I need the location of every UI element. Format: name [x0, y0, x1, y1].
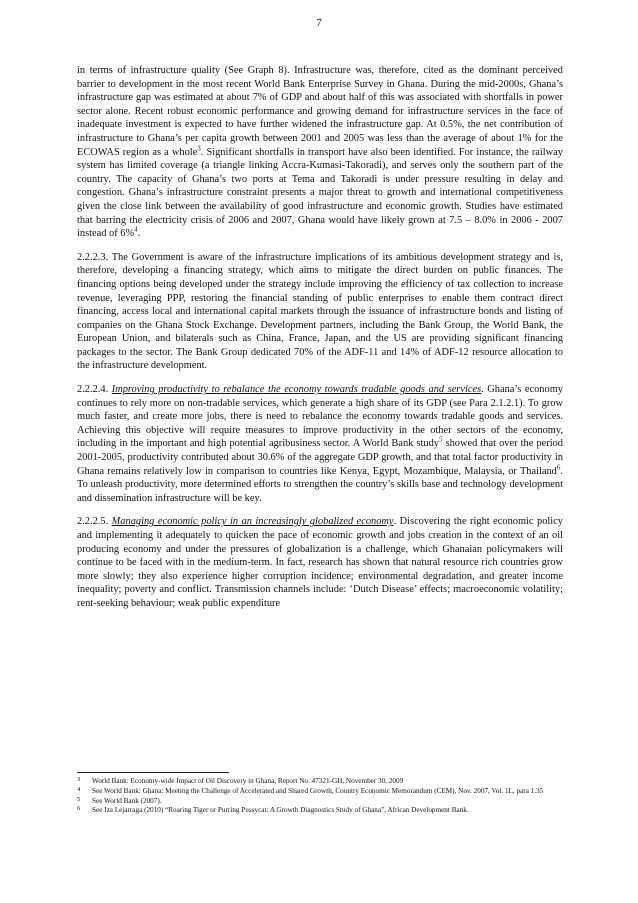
footnote-ref-5[interactable]: 5: [438, 435, 443, 444]
footnote-number: 6: [77, 805, 81, 813]
footnote-text: See Iza Lejarraga (2010) “Roaring Tiger or Purring Pussycat: A Growth Diagnostics Study of Ghana”, African Development Bank.: [92, 806, 469, 815]
footnote-ref-3[interactable]: 3: [197, 144, 201, 153]
footnote-number: 3: [77, 776, 81, 783]
footnotes: [77, 777, 563, 816]
footnote-text: See World Bank: Ghana: Meeting the Challenge of Accelerated and Shared Growth, Country Economic Memorandum (CEM), Nov. 2007, Vol. 1L, para 1.35: [92, 786, 544, 795]
paragraph-2-2-2-5: 2.2.2.5. Managing economic policy in an increasingly globalized economy. Discovering the right economic policy and implementing it adequately to quicken the pace of economic growth and jobs creation in the context of an oil producing economy and under the pressures of globalization is a challenge, which Ghanaian policymakers will continue to be faced with in the medium-term. In fact, research has shown that natural resource rich countries grow more slowly; they also experience higher corruption incidence; environmental degradation, and greater income inequality; poverty and conflict. Transmission channels include: ‘Dutch Disease’ effects; macroeconomic volatility; rent-seeking behaviour; weak public expenditure: [77, 516, 563, 609]
footnote-number: 4: [77, 785, 81, 793]
footnote-divider: [77, 772, 229, 773]
footnote-5: [77, 797, 563, 807]
footnote-3: [77, 777, 563, 787]
footnote-ref-6[interactable]: 6: [556, 463, 561, 472]
paragraph-2-2-2-3: 2.2.2.3. The Government is aware of the infrastructure implications of its ambitious development strategy and is, therefore, developing a financing strategy, which aims to mitigate the direct burden on public finances. The financing options being developed under the strategy include improving the efficiency of tax collection to increase revenue, leveraging PPP, restoring the financial standing of public enterprises to enable them contract direct financing, access local and international capital markets through the issuance of infrastructure bonds and listing of companies on the Ghana Stock Exchange. Development partners, including the Bank Group, the World Bank, the European Union, and bilaterals such as China, France, Japan, and the US are providing significant financing packages to the sector. The Bank Group dedicated 70% of the ADF-11 and 14% of ADF-12 resource allocation to the infrastructure development.: [77, 251, 563, 372]
footnote-ref-4[interactable]: 4: [134, 225, 138, 234]
section-heading-productivity: Improving productivity to rebalance the economy towards tradable goods and services: [111, 384, 482, 396]
section-number: 2.2.2.5.: [77, 516, 112, 528]
page-number: 7: [316, 17, 322, 29]
footnote-number: 5: [77, 795, 81, 803]
footnote-text: World Bank: Economy-wide Impact of Oil Discovery in Ghana, Report No. 47321-GH, November 30, 2009: [92, 777, 404, 785]
section-number: 2.2.2.4.: [77, 384, 112, 396]
section-heading-economic-policy: Managing economic policy in an increasingly globalized economy: [111, 516, 394, 528]
paragraph-2-2-2-4: 2.2.2.4. Improving productivity to rebalance the economy towards tradable goods and services. Ghana’s economy continues to rely more on non-tradable services, which generate a high share of its GDP (see Para 2.1.2.1). To grow much faster, and create more jobs, there is need to rebalance the economy towards tradable goods and services. Achieving this objective will require measures to improve productivity in the other sectors of the economy, including in the important and high potential agribusiness sector. A World Bank study$^5$ showed that over the period 2001-2005, productivity contributed about 30.6% of the aggregate GDP growth, and that total factor productivity in Ghana remains relatively low in comparison to countries like Kenya, Egypt, Mozambique, Malaysia, or Thailand$^6$. To unleash productivity, more determined efforts to strengthen the country’s skills base and technology development and dissemination infrastructure will be key.: [77, 384, 563, 504]
footnote-text: See World Bank (2007).: [92, 796, 162, 805]
footnote-6: [77, 806, 563, 816]
paragraph-infrastructure-gap: in terms of infrastructure quality (See Graph 8). Infrastructure was, therefore, cited as the dominant perceived barrier to development in the most recent World Bank Enterprise Survey in Ghana. During the mid-2000s, Ghana’s infrastructure gap was estimated at about 7% of GDP and about half of this was associated with shortfalls in power sector alone. Recent robust economic performance and growing demand for infrastructure services in the face of inadequate investment is expected to have further widened the infrastructure gap. At 0.5%, the net contribution of infrastructure to Ghana’s per capita growth between 2001 and 2005 was less than the average of about 1% for the ECOWAS region as a whole$^3$. Significant shortfalls in transport have also been identified. For instance, the railway system has limited coverage (a triangle linking Accra-Kumasi-Takoradi), and serves only the southern part of the country. The capacity of Ghana’s two ports at Tema and Takoradi is under pressure resulting in delay and congestion. Ghana’s infrastructure constraint presents a major threat to growth and international competitiveness given the close link between the availability of good infrastructure and economic growth. Studies have estimated that barring the electricity crisis of 2006 and 2007, Ghana would have likely grown at 7.5 – 8.0% in 2006 - 2007 instead of 6%$^4$.: [77, 65, 563, 240]
footnote-4: [77, 787, 563, 797]
body-text: [77, 64, 563, 621]
